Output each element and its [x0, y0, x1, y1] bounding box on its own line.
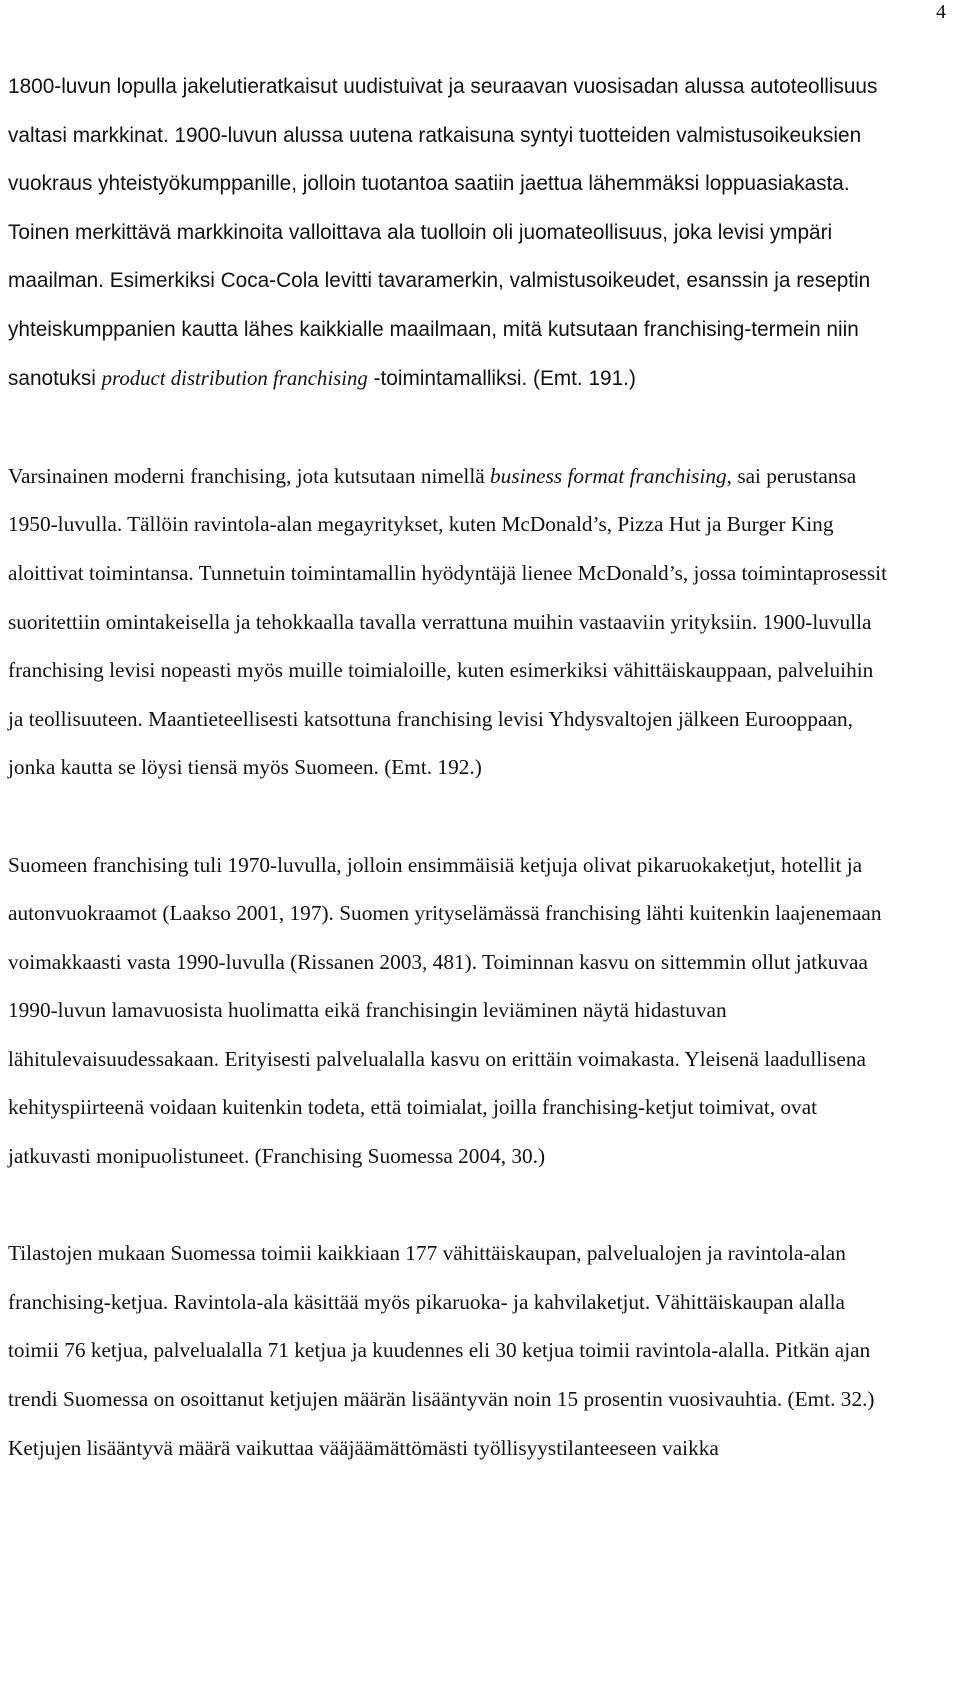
paragraph-1-text-a: 1800-luvun lopulla jakelutieratkaisut uudistuivat ja seuraavan vuosisadan alussa autoteollisuus valtasi markkinat. 1900-luvun alussa uutena ratkaisuna syntyi tuotteiden valmistusoikeuksien vuokraus yhteistyökumppanille, jolloin tuotantoa saatiin jaettua lähemmäksi loppuasiakasta. Toinen merkittävä markkinoita valloittava ala tuolloin oli juomateollisuus, joka levisi ympäri maailman. Esimerkiksi Coca-Cola levitti tavaramerkin, valmistusoikeudet, esanssin ja reseptin yhteiskumppanien kautta lähes kaikkialle maailmaan, mitä kutsutaan franchising-termein niin sanotuksi [8, 75, 878, 390]
document-body [8, 63, 888, 1472]
page-number: 4 [936, 1, 946, 23]
paragraph-2-italic-term: business format franchising [490, 463, 727, 488]
paragraph-1 [8, 63, 888, 403]
paragraph-2-text-a: Varsinainen moderni franchising, jota kutsutaan nimellä [8, 463, 491, 488]
paragraph-4: Tilastojen mukaan Suomessa toimii kaikkiaan 177 vähittäiskaupan, palvelualojen ja ravintola-alan franchising-ketjua. Ravintola-ala käsittää myös pikaruoka- ja kahvilaketjut. Vähittäiskaupan alalla toimii 76 ketjua, palvelualalla 71 ketjua ja kuudennes eli 30 ketjua toimii ravintola-alalla. Pitkän ajan trendi Suomessa on osoittanut ketjujen määrän lisääntyvän noin 15 prosentin vuosivauhtia. (Emt. 32.) Ketjujen lisääntyvä määrä vaikuttaa vääjäämättömästi työllisyystilanteeseen vaikka [8, 1241, 875, 1460]
paragraph-1-text-b: -toimintamalliksi. (Emt. 191.) [367, 366, 636, 390]
paragraph-2-text-b: , sai perustansa 1950-luvulla. Tällöin ravintola-alan megayritykset, kuten McDonald’s, Pizza Hut ja Burger King aloittivat toimintansa. Tunnetuin toimintamallin hyödyntäjä lienee McDonald’s, jossa toimintaprosessit suoritettiin omintakeisella ja tehokkaalla tavalla verrattuna muihin vastaaviin yrityksiin. 1900-luvulla franchising levisi nopeasti myös muille toimialoille, kuten esimerkiksi vähittäiskauppaan, palveluihin ja teollisuuteen. Maantieteellisesti katsottuna franchising levisi Yhdysvaltojen jälkeen Eurooppaan, jonka kautta se löysi tiensä myös Suomeen. (Emt. 192.) [8, 463, 887, 780]
paragraph-1-italic-term: product distribution franchising [101, 366, 368, 390]
paragraph-3: Suomeen franchising tuli 1970-luvulla, jolloin ensimmäisiä ketjuja olivat pikaruokaketjut, hotellit ja autonvuokraamot (Laakso 2001, 197). Suomen yrityselämässä franchising lähti kuitenkin laajenemaan voimakkaasti vasta 1990-luvulla (Rissanen 2003, 481). Toiminnan kasvu on sittemmin ollut jatkuvaa 1990-luvun lamavuosista huolimatta eikä franchisingin leviäminen näytä hidastuvan lähitulevaisuudessakaan. Erityisesti palvelualalla kasvu on erittäin voimakasta. Yleisenä laadullisena kehityspiirteenä voidaan kuitenkin todeta, että toimialat, joilla franchising-ketjut toimivat, ovat jatkuvasti monipuolistuneet. (Franchising Suomessa 2004, 30.) [8, 852, 882, 1169]
paragraph-2 [8, 452, 888, 792]
